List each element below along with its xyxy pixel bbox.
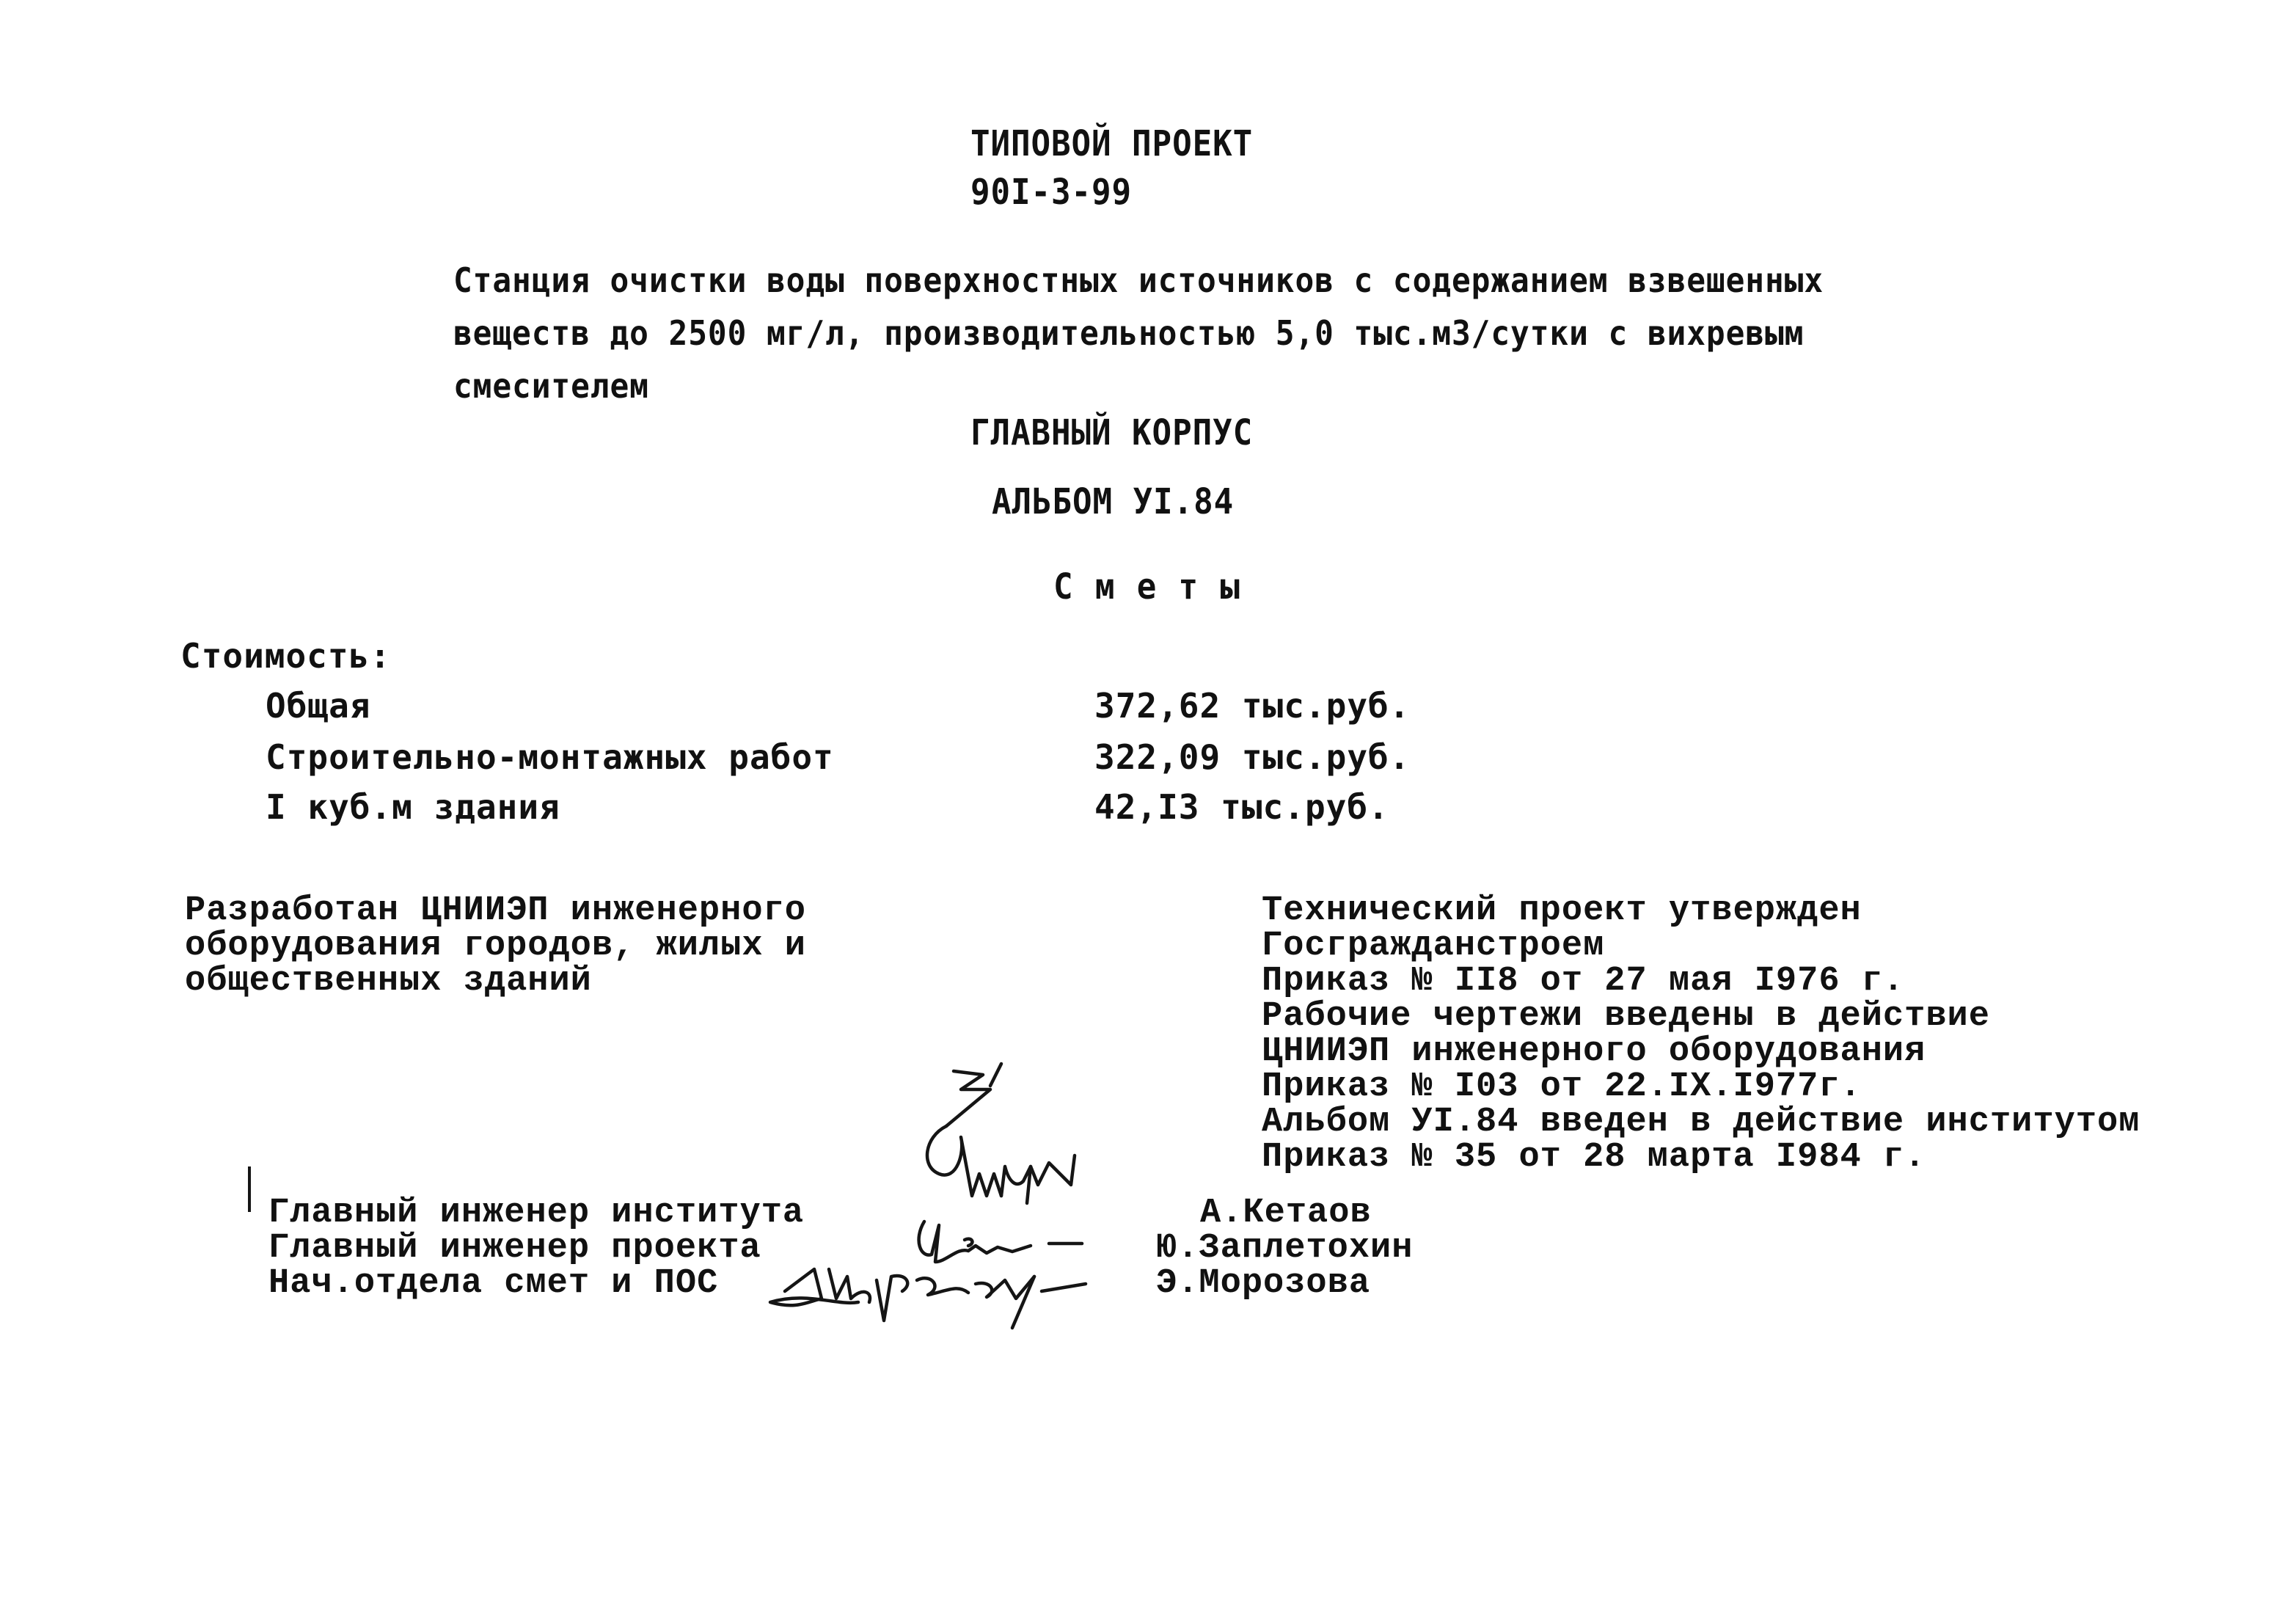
signatory-name: Э.Морозова [1156,1264,1371,1303]
developer-line: общественных зданий [185,962,592,1001]
approval-line: Госгражданстроем [1262,927,1605,965]
signatory-position: Главный инженер проекта [268,1229,761,1268]
margin-mark [248,1166,251,1212]
cost-heading: Стоимость: [180,636,391,676]
cost-value-construction: 322,09 тыс.руб. [1094,737,1411,777]
approval-block [1262,891,2140,1177]
signatory-names [1156,1196,1413,1301]
description-line: веществ до 2500 мг/л, производительностью 5,0 тыс.м3/сутки с вихревым [453,313,1805,353]
developer-line: оборудования городов, жилых и [185,927,806,965]
signatory-positions [268,1196,804,1301]
signatory-position: Главный инженер института [268,1194,805,1233]
building-name: ГЛАВНЫЙ КОРПУС [970,412,1254,453]
approval-line: Приказ № 35 от 28 марта I984 г. [1262,1138,1926,1177]
document-type: ТИПОВОЙ ПРОЕКТ [970,123,1254,164]
signatory-name: А.Кетаов [1200,1194,1372,1233]
cost-label-construction: Строительно-монтажных работ [266,737,834,777]
cost-label-total: Общая [266,686,371,726]
signature-head-of-estimates [763,1247,1115,1335]
project-number: 90I-3-99 [970,172,1133,213]
description-line: смесителем [453,366,649,406]
developer-line: Разработан ЦНИИЭП инженерного [185,891,806,930]
description-line: Станция очистки воды поверхностных источников с содержанием взвешенных [453,260,1824,300]
approval-line: Рабочие чертежи введены в действие [1262,997,1990,1036]
album-title: АЛЬБОМ УI.84 [992,481,1235,522]
approval-line: Приказ № II8 от 27 мая I976 г. [1262,962,1905,1001]
approval-line: Альбом УI.84 введен в действие институтом [1262,1103,2140,1142]
cost-label-per-cubic-meter: I куб.м здания [266,787,560,827]
project-description [453,254,1824,412]
approval-line: ЦНИИЭП инженерного оборудования [1262,1032,1926,1071]
signatory-position: Нач.отдела смет и ПОС [268,1264,719,1303]
cost-value-per-cubic-meter: 42,I3 тыс.руб. [1094,787,1389,827]
cost-value-total: 372,62 тыс.руб. [1094,686,1411,726]
approval-line: Приказ № I03 от 22.IX.I977г. [1262,1067,1862,1106]
section-title: С м е т ы [1053,566,1241,607]
approval-line: Технический проект утвержден [1262,891,1862,930]
developer-block [185,891,806,1001]
signatory-name: Ю.Заплетохин [1156,1229,1414,1268]
